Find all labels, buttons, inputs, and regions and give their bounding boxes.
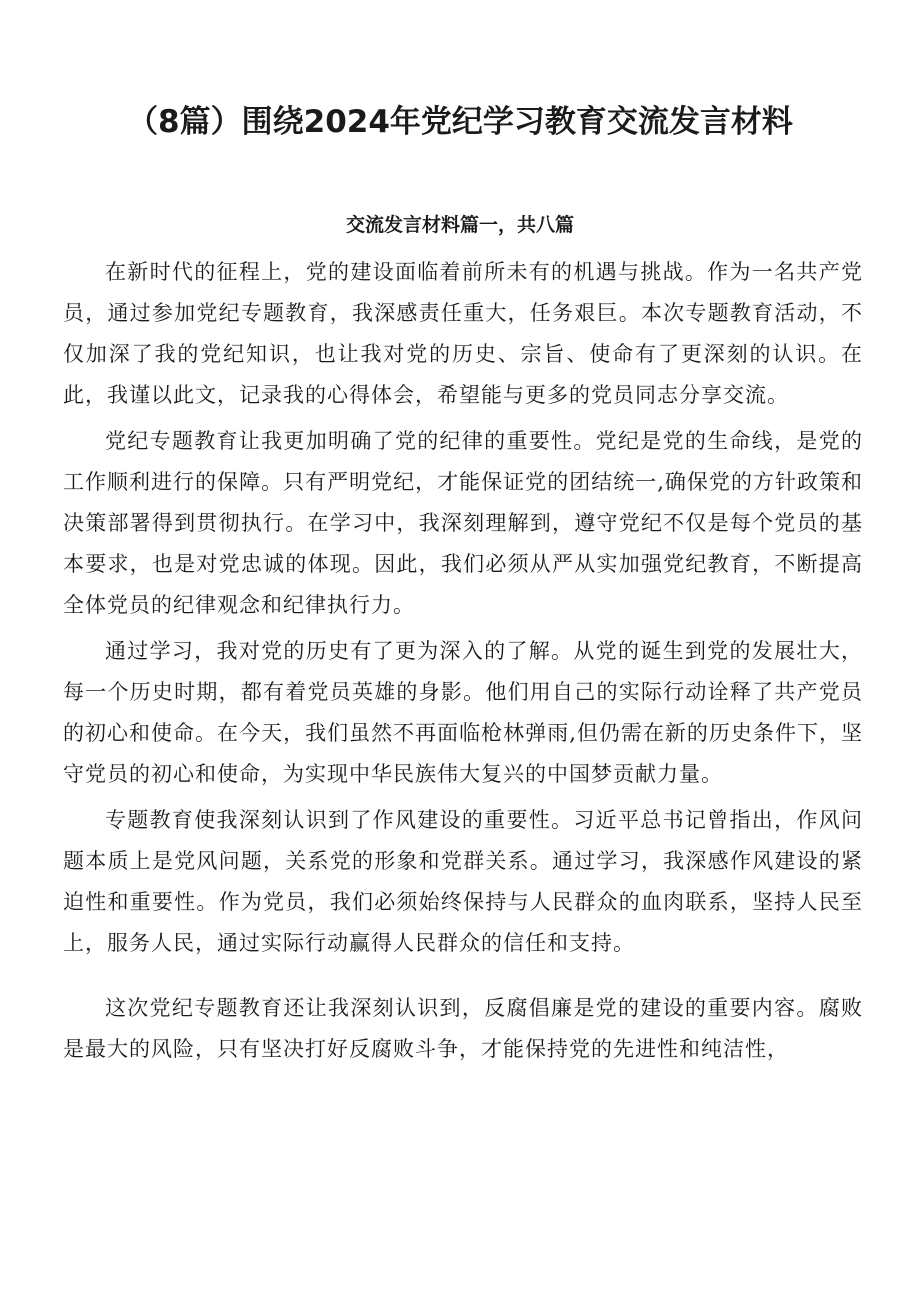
paragraph: 这次党纪专题教育还让我深刻认识到，反腐倡廉是党的建设的重要内容。腐败是最大的风险，只有坚决打好反腐败斗争，才能保持党的先进性和纯洁性， <box>63 996 863 1061</box>
document-body <box>63 252 863 1075</box>
paragraph: 通过学习，我对党的历史有了更为深入的了解。从党的诞生到党的发展壮大，每一个历史时期，都有着党员英雄的身影。他们用自己的实际行动诠释了共产党员的初心和使命。在今天，我们虽然不再面临枪林弹雨,但仍需在新的历史条件下，坚守党员的初心和使命，为实现中华民族伟大复兴的中国梦贡献力量。 <box>63 639 863 786</box>
document-title: （8篇）围绕2024年党纪学习教育交流发言材料 <box>127 104 793 140</box>
document-subtitle: 交流发言材料篇一，共八篇 <box>345 214 574 236</box>
paragraph: 在新时代的征程上，党的建设面临着前所未有的机遇与挑战。作为一名共产党员，通过参加党纪专题教育，我深感责任重大，任务艰巨。本次专题教育活动，不仅加深了我的党纪知识，也让我对党的历史、宗旨、使命有了更深刻的认识。在此，我谨以此文，记录我的心得体会，希望能与更多的党员同志分享交流。 <box>63 260 863 407</box>
paragraph: 专题教育使我深刻认识到了作风建设的重要性。习近平总书记曾指出，作风问题本质上是党风问题，关系党的形象和党群关系。通过学习，我深感作风建设的紧迫性和重要性。作为党员，我们必须始终保持与人民群众的血肉联系，坚持人民至上，服务人民，通过实际行动赢得人民群众的信任和支持。 <box>63 808 863 955</box>
paragraph: 党纪专题教育让我更加明确了党的纪律的重要性。党纪是党的生命线，是党的工作顺利进行的保障。只有严明党纪，才能保证党的团结统一,确保党的方针政策和决策部署得到贯彻执行。在学习中，我深刻理解到，遵守党纪不仅是每个党员的基本要求，也是对党忠诚的体现。因此，我们必须从严从实加强党纪教育，不断提高全体党员的纪律观念和纪律执行力。 <box>63 429 863 617</box>
